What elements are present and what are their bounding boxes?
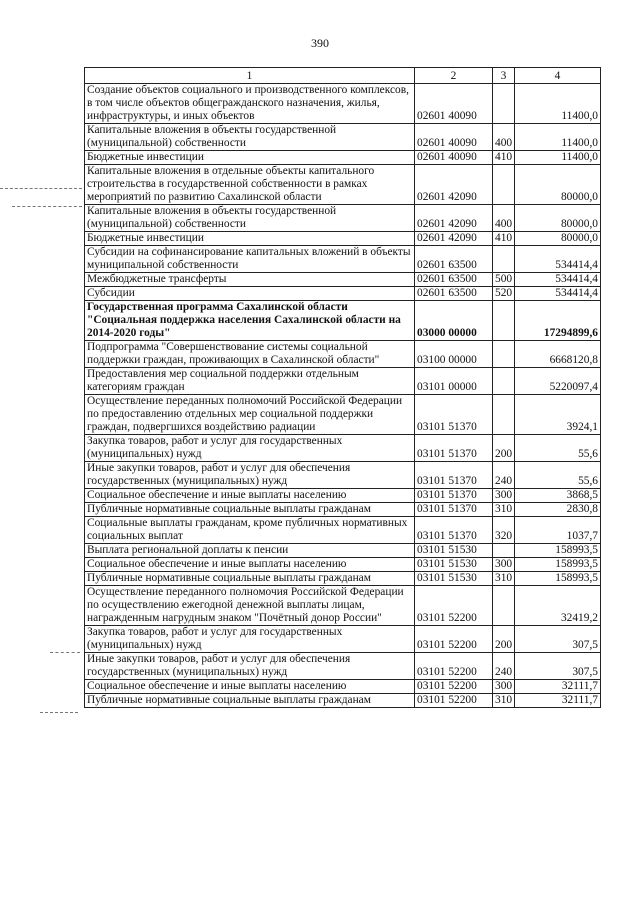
row-sum: 1037,7 [515,517,601,544]
row-csr: 03101 00000 [415,368,493,395]
row-csr: 03101 51530 [415,558,493,572]
row-vr: 240 [493,653,515,680]
row-vr [493,395,515,435]
row-vr [493,246,515,273]
row-vr: 520 [493,287,515,301]
row-sum: 80000,0 [515,205,601,232]
row-name: Публичные нормативные социальные выплаты гражданам [85,503,415,517]
row-sum: 32111,7 [515,680,601,694]
row-csr: 03101 52200 [415,653,493,680]
row-sum: 2830,8 [515,503,601,517]
row-sum: 3868,5 [515,489,601,503]
row-name: Социальные выплаты гражданам, кроме публичных нормативных социальных выплат [85,517,415,544]
row-vr: 240 [493,462,515,489]
row-name: Публичные нормативные социальные выплаты гражданам [85,694,415,708]
table-row [85,586,601,626]
table-row [85,246,601,273]
row-name: Субсидии на софинансирование капитальных вложений в объекты муниципальной собственности [85,246,415,273]
row-sum: 32111,7 [515,694,601,708]
row-sum: 80000,0 [515,232,601,246]
row-vr: 410 [493,151,515,165]
row-vr: 300 [493,489,515,503]
row-name: Осуществление переданных полномочий Российской Федерации по предоставлению отдельных мер социальной поддержки граждан, подвергшихся воздействию радиации [85,395,415,435]
table-row [85,395,601,435]
row-csr: 02601 42090 [415,205,493,232]
table-row [85,462,601,489]
row-csr: 03101 52200 [415,586,493,626]
row-sum: 32419,2 [515,586,601,626]
row-csr: 02601 40090 [415,84,493,124]
row-vr: 200 [493,435,515,462]
row-csr: 02601 40090 [415,124,493,151]
scan-artifact-line [12,206,82,207]
row-sum: 3924,1 [515,395,601,435]
table-body [85,84,601,708]
row-sum: 158993,5 [515,572,601,586]
table-row [85,517,601,544]
row-csr: 03101 52200 [415,626,493,653]
row-sum: 11400,0 [515,84,601,124]
table-row [85,273,601,287]
row-csr: 02601 63500 [415,287,493,301]
row-name: Социальное обеспечение и иные выплаты населению [85,680,415,694]
row-vr: 400 [493,205,515,232]
row-sum: 5220097,4 [515,368,601,395]
row-name: Закупка товаров, работ и услуг для государственных (муниципальных) нужд [85,435,415,462]
table-header-row [85,68,601,84]
row-vr: 310 [493,503,515,517]
table-row [85,626,601,653]
row-name: Межбюджетные трансферты [85,273,415,287]
row-csr: 03101 51370 [415,435,493,462]
table-row [85,287,601,301]
row-name: Создание объектов социального и производственного комплексов, в том числе объектов общегражданского назначения, жилья, инфраструктуры, и иных объектов [85,84,415,124]
row-vr [493,165,515,205]
row-name: Публичные нормативные социальные выплаты гражданам [85,572,415,586]
row-sum: 80000,0 [515,165,601,205]
row-csr: 03101 51370 [415,462,493,489]
row-sum: 11400,0 [515,124,601,151]
row-sum: 55,6 [515,435,601,462]
row-csr: 03101 51530 [415,572,493,586]
table-row [85,341,601,368]
row-vr [493,301,515,341]
row-vr: 500 [493,273,515,287]
row-csr: 03101 51370 [415,517,493,544]
header-col-3: 3 [493,68,515,84]
table-row [85,124,601,151]
row-sum: 55,6 [515,462,601,489]
row-vr [493,341,515,368]
row-vr [493,84,515,124]
row-vr [493,544,515,558]
row-sum: 158993,5 [515,558,601,572]
table-row [85,301,601,341]
row-name: Капитальные вложения в отдельные объекты капитального строительства в государственной собственности в рамках мероприятий по развитию Сахалинской области [85,165,415,205]
row-csr: 03101 51370 [415,503,493,517]
row-vr: 310 [493,572,515,586]
row-csr: 03101 51370 [415,489,493,503]
row-name: Капитальные вложения в объекты государственной (муниципальной) собственности [85,124,415,151]
table-row [85,165,601,205]
row-name: Субсидии [85,287,415,301]
table-row [85,680,601,694]
row-name: Государственная программа Сахалинской области "Социальная поддержка населения Сахалинской области на 2014-2020 годы" [85,301,415,341]
row-sum: 534414,4 [515,287,601,301]
table-row [85,205,601,232]
row-name: Иные закупки товаров, работ и услуг для обеспечения государственных (муниципальных) нужд [85,462,415,489]
row-vr: 200 [493,626,515,653]
row-sum: 17294899,6 [515,301,601,341]
scan-artifact-line [40,712,78,713]
row-name: Закупка товаров, работ и услуг для государственных (муниципальных) нужд [85,626,415,653]
row-vr: 300 [493,558,515,572]
scan-artifact-line [0,188,82,189]
row-sum: 307,5 [515,653,601,680]
row-name: Предоставления мер социальной поддержки отдельным категориям граждан [85,368,415,395]
table-row [85,558,601,572]
row-name: Осуществление переданного полномочия Российской Федерации по осуществлению ежегодной денежной выплаты лицам, награжденным нагрудным знаком "Почётный донор России" [85,586,415,626]
row-name: Подпрограмма "Совершенствование системы социальной поддержки граждан, проживающих в Сахалинской области" [85,341,415,368]
row-sum: 307,5 [515,626,601,653]
row-name: Социальное обеспечение и иные выплаты населению [85,558,415,572]
row-name: Выплата региональной доплаты к пенсии [85,544,415,558]
row-csr: 02601 63500 [415,246,493,273]
header-col-2: 2 [415,68,493,84]
row-vr: 310 [493,694,515,708]
table-row [85,544,601,558]
header-col-1: 1 [85,68,415,84]
row-name: Бюджетные инвестиции [85,151,415,165]
row-vr [493,368,515,395]
row-name: Бюджетные инвестиции [85,232,415,246]
table-row [85,653,601,680]
row-csr: 03100 00000 [415,341,493,368]
row-csr: 03101 52200 [415,680,493,694]
row-sum: 6668120,8 [515,341,601,368]
row-sum: 11400,0 [515,151,601,165]
row-csr: 02601 40090 [415,151,493,165]
table-row [85,694,601,708]
budget-table [84,67,601,708]
row-name: Социальное обеспечение и иные выплаты населению [85,489,415,503]
row-vr: 410 [493,232,515,246]
row-sum: 534414,4 [515,246,601,273]
table-row [85,368,601,395]
table-row [85,84,601,124]
row-vr: 320 [493,517,515,544]
table-row [85,503,601,517]
row-vr: 400 [493,124,515,151]
row-sum: 158993,5 [515,544,601,558]
row-csr: 03101 52200 [415,694,493,708]
row-sum: 534414,4 [515,273,601,287]
header-col-4: 4 [515,68,601,84]
page-number: 390 [311,36,329,50]
table-row [85,151,601,165]
row-vr [493,586,515,626]
row-name: Иные закупки товаров, работ и услуг для обеспечения государственных (муниципальных) нужд [85,653,415,680]
row-csr: 02601 42090 [415,232,493,246]
table-row [85,572,601,586]
scan-artifact-line [50,652,80,653]
row-csr: 03101 51530 [415,544,493,558]
table-row [85,435,601,462]
row-name: Капитальные вложения в объекты государственной (муниципальной) собственности [85,205,415,232]
row-csr: 03101 51370 [415,395,493,435]
table-row [85,489,601,503]
row-csr: 02601 63500 [415,273,493,287]
row-vr: 300 [493,680,515,694]
row-csr: 02601 42090 [415,165,493,205]
table-row [85,232,601,246]
row-csr: 03000 00000 [415,301,493,341]
